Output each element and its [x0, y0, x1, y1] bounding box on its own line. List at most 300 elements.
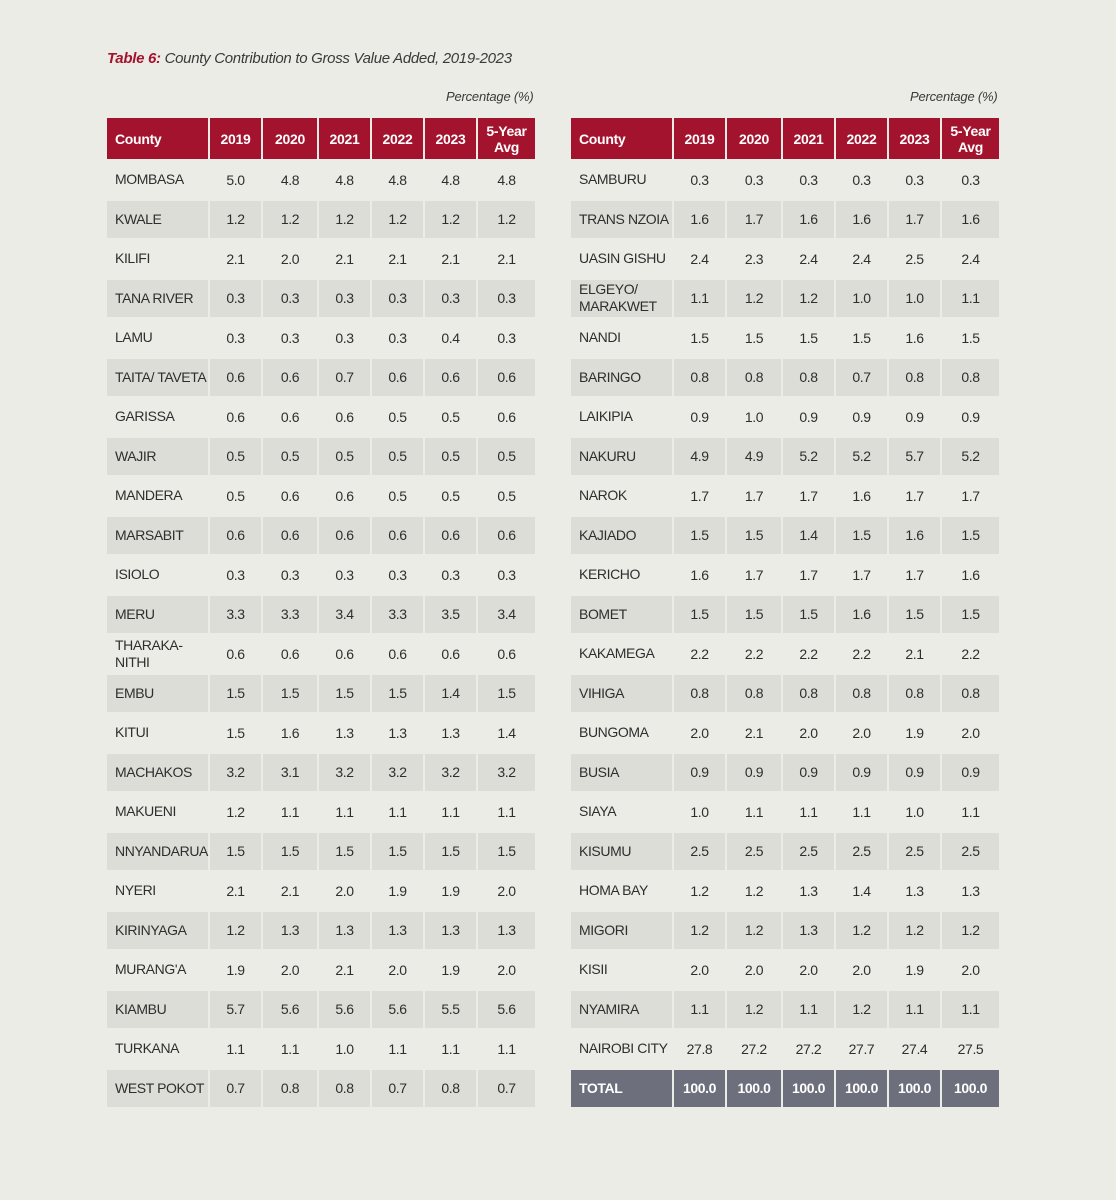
value-cell: 0.8	[836, 675, 887, 713]
table-caption	[107, 50, 512, 67]
value-cell: 1.0	[319, 1030, 370, 1068]
value-cell: 1.9	[425, 951, 476, 989]
value-cell: 1.5	[674, 319, 725, 357]
value-cell: 1.5	[372, 675, 423, 713]
value-cell: 1.2	[942, 912, 999, 950]
column-header: 2023	[889, 118, 940, 159]
value-cell: 0.3	[319, 280, 370, 318]
county-name-cell: NANDI	[571, 319, 672, 357]
table-row	[571, 596, 999, 634]
total-value-cell: 100.0	[836, 1070, 887, 1108]
value-cell: 1.1	[942, 991, 999, 1029]
value-cell: 4.9	[674, 438, 725, 476]
value-cell: 27.8	[674, 1030, 725, 1068]
value-cell: 0.8	[727, 359, 781, 397]
value-cell: 1.1	[425, 793, 476, 831]
value-cell: 0.6	[263, 477, 317, 515]
value-cell: 0.3	[210, 280, 261, 318]
value-cell: 5.6	[263, 991, 317, 1029]
value-cell: 1.5	[263, 833, 317, 871]
value-cell: 1.2	[889, 912, 940, 950]
gva-table-right	[569, 116, 1001, 1109]
value-cell: 4.8	[263, 161, 317, 199]
value-cell: 1.7	[889, 477, 940, 515]
value-cell: 1.2	[836, 991, 887, 1029]
value-cell: 1.2	[210, 201, 261, 239]
value-cell: 0.8	[319, 1070, 370, 1108]
value-cell: 1.3	[783, 872, 834, 910]
value-cell: 0.3	[478, 280, 535, 318]
value-cell: 4.8	[478, 161, 535, 199]
value-cell: 4.8	[319, 161, 370, 199]
value-cell: 0.9	[783, 398, 834, 436]
value-cell: 1.5	[210, 714, 261, 752]
value-cell: 27.4	[889, 1030, 940, 1068]
value-cell: 2.5	[727, 833, 781, 871]
county-name-cell: VIHIGA	[571, 675, 672, 713]
value-cell: 0.3	[372, 319, 423, 357]
table-row	[571, 872, 999, 910]
value-cell: 1.3	[889, 872, 940, 910]
county-name-cell: MARSABIT	[107, 517, 208, 555]
value-cell: 2.0	[478, 951, 535, 989]
value-cell: 1.5	[942, 319, 999, 357]
county-name-cell: NNYANDARUA	[107, 833, 208, 871]
value-cell: 1.1	[372, 793, 423, 831]
county-name-cell: MERU	[107, 596, 208, 634]
value-cell: 2.5	[674, 833, 725, 871]
value-cell: 2.0	[263, 240, 317, 278]
value-cell: 0.6	[319, 635, 370, 673]
table-row	[571, 517, 999, 555]
county-name-cell: GARISSA	[107, 398, 208, 436]
value-cell: 1.1	[372, 1030, 423, 1068]
table-row	[571, 161, 999, 199]
county-name-cell: WAJIR	[107, 438, 208, 476]
county-name-cell: LAIKIPIA	[571, 398, 672, 436]
value-cell: 1.3	[319, 714, 370, 752]
value-cell: 2.1	[425, 240, 476, 278]
value-cell: 1.7	[889, 556, 940, 594]
table-row	[571, 201, 999, 239]
value-cell: 0.4	[425, 319, 476, 357]
value-cell: 1.1	[674, 280, 725, 318]
value-cell: 0.6	[263, 517, 317, 555]
value-cell: 0.6	[319, 477, 370, 515]
table-row	[107, 1030, 535, 1068]
value-cell: 2.1	[372, 240, 423, 278]
value-cell: 0.3	[783, 161, 834, 199]
value-cell: 0.3	[727, 161, 781, 199]
value-cell: 1.9	[372, 872, 423, 910]
value-cell: 0.3	[478, 319, 535, 357]
value-cell: 0.3	[425, 556, 476, 594]
value-cell: 1.6	[942, 556, 999, 594]
value-cell: 3.2	[372, 754, 423, 792]
value-cell: 0.8	[889, 359, 940, 397]
table-row	[571, 912, 999, 950]
value-cell: 2.0	[836, 714, 887, 752]
value-cell: 2.2	[727, 635, 781, 673]
value-cell: 1.5	[674, 596, 725, 634]
column-header: 2022	[372, 118, 423, 159]
county-name-cell: HOMA BAY	[571, 872, 672, 910]
value-cell: 0.6	[478, 635, 535, 673]
total-value-cell: 100.0	[942, 1070, 999, 1108]
value-cell: 1.2	[674, 912, 725, 950]
value-cell: 1.5	[889, 596, 940, 634]
table-row	[107, 398, 535, 436]
county-name-cell: UASIN GISHU	[571, 240, 672, 278]
value-cell: 3.2	[210, 754, 261, 792]
value-cell: 0.3	[674, 161, 725, 199]
value-cell: 1.9	[425, 872, 476, 910]
value-cell: 2.3	[727, 240, 781, 278]
value-cell: 1.5	[210, 675, 261, 713]
value-cell: 1.6	[942, 201, 999, 239]
value-cell: 1.7	[942, 477, 999, 515]
table-row	[571, 398, 999, 436]
value-cell: 2.1	[478, 240, 535, 278]
value-cell: 0.5	[319, 438, 370, 476]
value-cell: 0.9	[674, 398, 725, 436]
value-cell: 2.0	[319, 872, 370, 910]
value-cell: 0.7	[372, 1070, 423, 1108]
county-name-cell: NAIROBI CITY	[571, 1030, 672, 1068]
table-row	[107, 240, 535, 278]
value-cell: 0.9	[889, 398, 940, 436]
value-cell: 1.1	[319, 793, 370, 831]
value-cell: 1.7	[674, 477, 725, 515]
table-row	[107, 1070, 535, 1108]
county-name-cell: NAKURU	[571, 438, 672, 476]
value-cell: 27.2	[727, 1030, 781, 1068]
value-cell: 0.5	[425, 438, 476, 476]
value-cell: 0.8	[674, 675, 725, 713]
value-cell: 5.0	[210, 161, 261, 199]
county-name-cell: TAITA/ TAVETA	[107, 359, 208, 397]
value-cell: 5.2	[836, 438, 887, 476]
value-cell: 0.5	[425, 477, 476, 515]
table-row	[571, 714, 999, 752]
county-name-cell: KWALE	[107, 201, 208, 239]
value-cell: 2.0	[372, 951, 423, 989]
table-row	[107, 280, 535, 318]
county-name-cell: TURKANA	[107, 1030, 208, 1068]
table-row	[107, 161, 535, 199]
value-cell: 1.5	[319, 833, 370, 871]
county-name-cell: LAMU	[107, 319, 208, 357]
county-name-cell: KISUMU	[571, 833, 672, 871]
county-name-cell: ELGEYO/ MARAKWET	[571, 280, 672, 318]
value-cell: 3.5	[425, 596, 476, 634]
value-cell: 1.2	[783, 280, 834, 318]
value-cell: 1.6	[889, 517, 940, 555]
value-cell: 2.0	[263, 951, 317, 989]
value-cell: 0.6	[263, 398, 317, 436]
value-cell: 0.6	[210, 635, 261, 673]
county-name-cell: NYERI	[107, 872, 208, 910]
column-header: 2019	[674, 118, 725, 159]
unit-note-right: Percentage (%)	[910, 89, 998, 104]
value-cell: 1.1	[836, 793, 887, 831]
county-name-cell: KIRINYAGA	[107, 912, 208, 950]
value-cell: 1.5	[478, 833, 535, 871]
value-cell: 0.6	[319, 517, 370, 555]
value-cell: 2.1	[210, 240, 261, 278]
value-cell: 0.9	[836, 754, 887, 792]
value-cell: 1.7	[727, 556, 781, 594]
value-cell: 1.5	[319, 675, 370, 713]
value-cell: 0.3	[263, 556, 317, 594]
value-cell: 5.6	[478, 991, 535, 1029]
value-cell: 1.3	[372, 714, 423, 752]
table-row	[107, 556, 535, 594]
value-cell: 2.0	[942, 714, 999, 752]
value-cell: 1.6	[836, 596, 887, 634]
table-row	[571, 991, 999, 1029]
table-row	[571, 951, 999, 989]
value-cell: 0.6	[263, 635, 317, 673]
value-cell: 1.5	[942, 517, 999, 555]
value-cell: 1.2	[210, 912, 261, 950]
value-cell: 1.3	[425, 912, 476, 950]
value-cell: 1.1	[478, 793, 535, 831]
value-cell: 1.7	[727, 477, 781, 515]
value-cell: 1.1	[263, 1030, 317, 1068]
value-cell: 0.3	[478, 556, 535, 594]
value-cell: 3.4	[319, 596, 370, 634]
value-cell: 1.4	[478, 714, 535, 752]
value-cell: 1.3	[783, 912, 834, 950]
county-name-cell: MIGORI	[571, 912, 672, 950]
table-row	[107, 517, 535, 555]
value-cell: 0.3	[372, 280, 423, 318]
value-cell: 1.6	[783, 201, 834, 239]
table-row	[571, 556, 999, 594]
value-cell: 1.2	[425, 201, 476, 239]
value-cell: 1.0	[889, 280, 940, 318]
value-cell: 1.7	[783, 477, 834, 515]
value-cell: 0.7	[836, 359, 887, 397]
unit-note-left: Percentage (%)	[446, 89, 534, 104]
value-cell: 0.6	[478, 359, 535, 397]
value-cell: 1.5	[783, 319, 834, 357]
value-cell: 1.1	[727, 793, 781, 831]
value-cell: 3.2	[319, 754, 370, 792]
value-cell: 0.8	[783, 359, 834, 397]
value-cell: 0.6	[263, 359, 317, 397]
table-row	[107, 477, 535, 515]
value-cell: 0.5	[372, 477, 423, 515]
county-name-cell: NAROK	[571, 477, 672, 515]
value-cell: 0.6	[478, 398, 535, 436]
value-cell: 0.5	[372, 398, 423, 436]
value-cell: 1.5	[210, 833, 261, 871]
value-cell: 0.9	[942, 398, 999, 436]
value-cell: 1.5	[263, 675, 317, 713]
value-cell: 1.1	[942, 793, 999, 831]
county-name-cell: TRANS NZOIA	[571, 201, 672, 239]
column-header: 2021	[319, 118, 370, 159]
total-value-cell: 100.0	[783, 1070, 834, 1108]
value-cell: 0.6	[372, 517, 423, 555]
value-cell: 1.3	[478, 912, 535, 950]
table-row	[571, 675, 999, 713]
value-cell: 0.5	[263, 438, 317, 476]
value-cell: 1.5	[727, 319, 781, 357]
value-cell: 1.6	[836, 477, 887, 515]
value-cell: 1.0	[727, 398, 781, 436]
table-caption-label: Table 6:	[107, 50, 161, 67]
county-name-cell: KITUI	[107, 714, 208, 752]
value-cell: 2.2	[942, 635, 999, 673]
value-cell: 0.5	[372, 438, 423, 476]
total-value-cell: 100.0	[674, 1070, 725, 1108]
value-cell: 1.2	[478, 201, 535, 239]
value-cell: 0.3	[263, 280, 317, 318]
value-cell: 0.9	[836, 398, 887, 436]
value-cell: 1.3	[942, 872, 999, 910]
value-cell: 2.0	[674, 714, 725, 752]
county-name-cell: BOMET	[571, 596, 672, 634]
county-name-cell: MANDERA	[107, 477, 208, 515]
value-cell: 5.7	[210, 991, 261, 1029]
county-name-cell: BUSIA	[571, 754, 672, 792]
value-cell: 1.0	[674, 793, 725, 831]
value-cell: 2.1	[889, 635, 940, 673]
county-name-cell: WEST POKOT	[107, 1070, 208, 1108]
table-row	[107, 596, 535, 634]
value-cell: 1.7	[727, 201, 781, 239]
value-cell: 0.8	[425, 1070, 476, 1108]
value-cell: 1.9	[210, 951, 261, 989]
county-name-cell: MACHAKOS	[107, 754, 208, 792]
value-cell: 2.2	[783, 635, 834, 673]
value-cell: 2.1	[263, 872, 317, 910]
value-cell: 1.1	[674, 991, 725, 1029]
table-row	[107, 714, 535, 752]
value-cell: 0.3	[372, 556, 423, 594]
value-cell: 0.8	[674, 359, 725, 397]
value-cell: 1.4	[783, 517, 834, 555]
value-cell: 1.3	[319, 912, 370, 950]
value-cell: 1.9	[889, 951, 940, 989]
value-cell: 1.6	[674, 556, 725, 594]
county-name-cell: KIAMBU	[107, 991, 208, 1029]
value-cell: 0.9	[674, 754, 725, 792]
value-cell: 1.7	[836, 556, 887, 594]
value-cell: 0.6	[372, 359, 423, 397]
value-cell: 1.1	[210, 1030, 261, 1068]
value-cell: 0.5	[478, 477, 535, 515]
table-row	[571, 319, 999, 357]
value-cell: 1.4	[425, 675, 476, 713]
value-cell: 0.3	[210, 556, 261, 594]
column-header: 2021	[783, 118, 834, 159]
value-cell: 3.2	[425, 754, 476, 792]
value-cell: 1.2	[263, 201, 317, 239]
total-value-cell: 100.0	[727, 1070, 781, 1108]
value-cell: 1.5	[425, 833, 476, 871]
table-caption-text: County Contribution to Gross Value Added, 2019-2023	[160, 50, 512, 67]
value-cell: 0.6	[372, 635, 423, 673]
table-row	[107, 359, 535, 397]
value-cell: 2.5	[836, 833, 887, 871]
value-cell: 0.5	[210, 477, 261, 515]
value-cell: 0.8	[783, 675, 834, 713]
table-row	[107, 319, 535, 357]
value-cell: 27.7	[836, 1030, 887, 1068]
county-name-cell: KILIFI	[107, 240, 208, 278]
value-cell: 2.5	[889, 240, 940, 278]
table-row	[107, 635, 535, 673]
column-header: 2022	[836, 118, 887, 159]
value-cell: 0.5	[210, 438, 261, 476]
value-cell: 0.6	[210, 398, 261, 436]
value-cell: 27.5	[942, 1030, 999, 1068]
county-name-cell: SIAYA	[571, 793, 672, 831]
column-header-county: County	[571, 118, 672, 159]
value-cell: 1.1	[889, 991, 940, 1029]
value-cell: 0.6	[425, 635, 476, 673]
value-cell: 0.3	[942, 161, 999, 199]
value-cell: 1.5	[674, 517, 725, 555]
value-cell: 2.1	[210, 872, 261, 910]
table-row	[571, 1030, 999, 1068]
value-cell: 3.3	[372, 596, 423, 634]
value-cell: 1.5	[783, 596, 834, 634]
value-cell: 1.9	[889, 714, 940, 752]
county-name-cell: KAKAMEGA	[571, 635, 672, 673]
column-header: 2023	[425, 118, 476, 159]
value-cell: 0.8	[263, 1070, 317, 1108]
value-cell: 1.5	[727, 596, 781, 634]
table-row	[107, 951, 535, 989]
value-cell: 1.5	[942, 596, 999, 634]
value-cell: 1.5	[372, 833, 423, 871]
value-cell: 1.2	[727, 280, 781, 318]
value-cell: 0.8	[942, 359, 999, 397]
column-header-county: County	[107, 118, 208, 159]
value-cell: 1.2	[836, 912, 887, 950]
value-cell: 0.6	[319, 398, 370, 436]
table-row	[571, 359, 999, 397]
value-cell: 1.2	[727, 872, 781, 910]
value-cell: 1.2	[372, 201, 423, 239]
value-cell: 0.8	[942, 675, 999, 713]
county-name-cell: TANA RIVER	[107, 280, 208, 318]
value-cell: 0.3	[319, 556, 370, 594]
value-cell: 4.9	[727, 438, 781, 476]
value-cell: 2.5	[942, 833, 999, 871]
value-cell: 1.2	[210, 793, 261, 831]
value-cell: 2.0	[674, 951, 725, 989]
value-cell: 0.9	[727, 754, 781, 792]
county-name-cell: KERICHO	[571, 556, 672, 594]
value-cell: 2.5	[889, 833, 940, 871]
table-row	[571, 438, 999, 476]
value-cell: 1.1	[263, 793, 317, 831]
value-cell: 0.7	[478, 1070, 535, 1108]
value-cell: 0.6	[210, 359, 261, 397]
value-cell: 2.4	[942, 240, 999, 278]
value-cell: 0.6	[478, 517, 535, 555]
column-header: 2020	[263, 118, 317, 159]
value-cell: 0.3	[263, 319, 317, 357]
value-cell: 2.4	[783, 240, 834, 278]
table-row	[571, 754, 999, 792]
